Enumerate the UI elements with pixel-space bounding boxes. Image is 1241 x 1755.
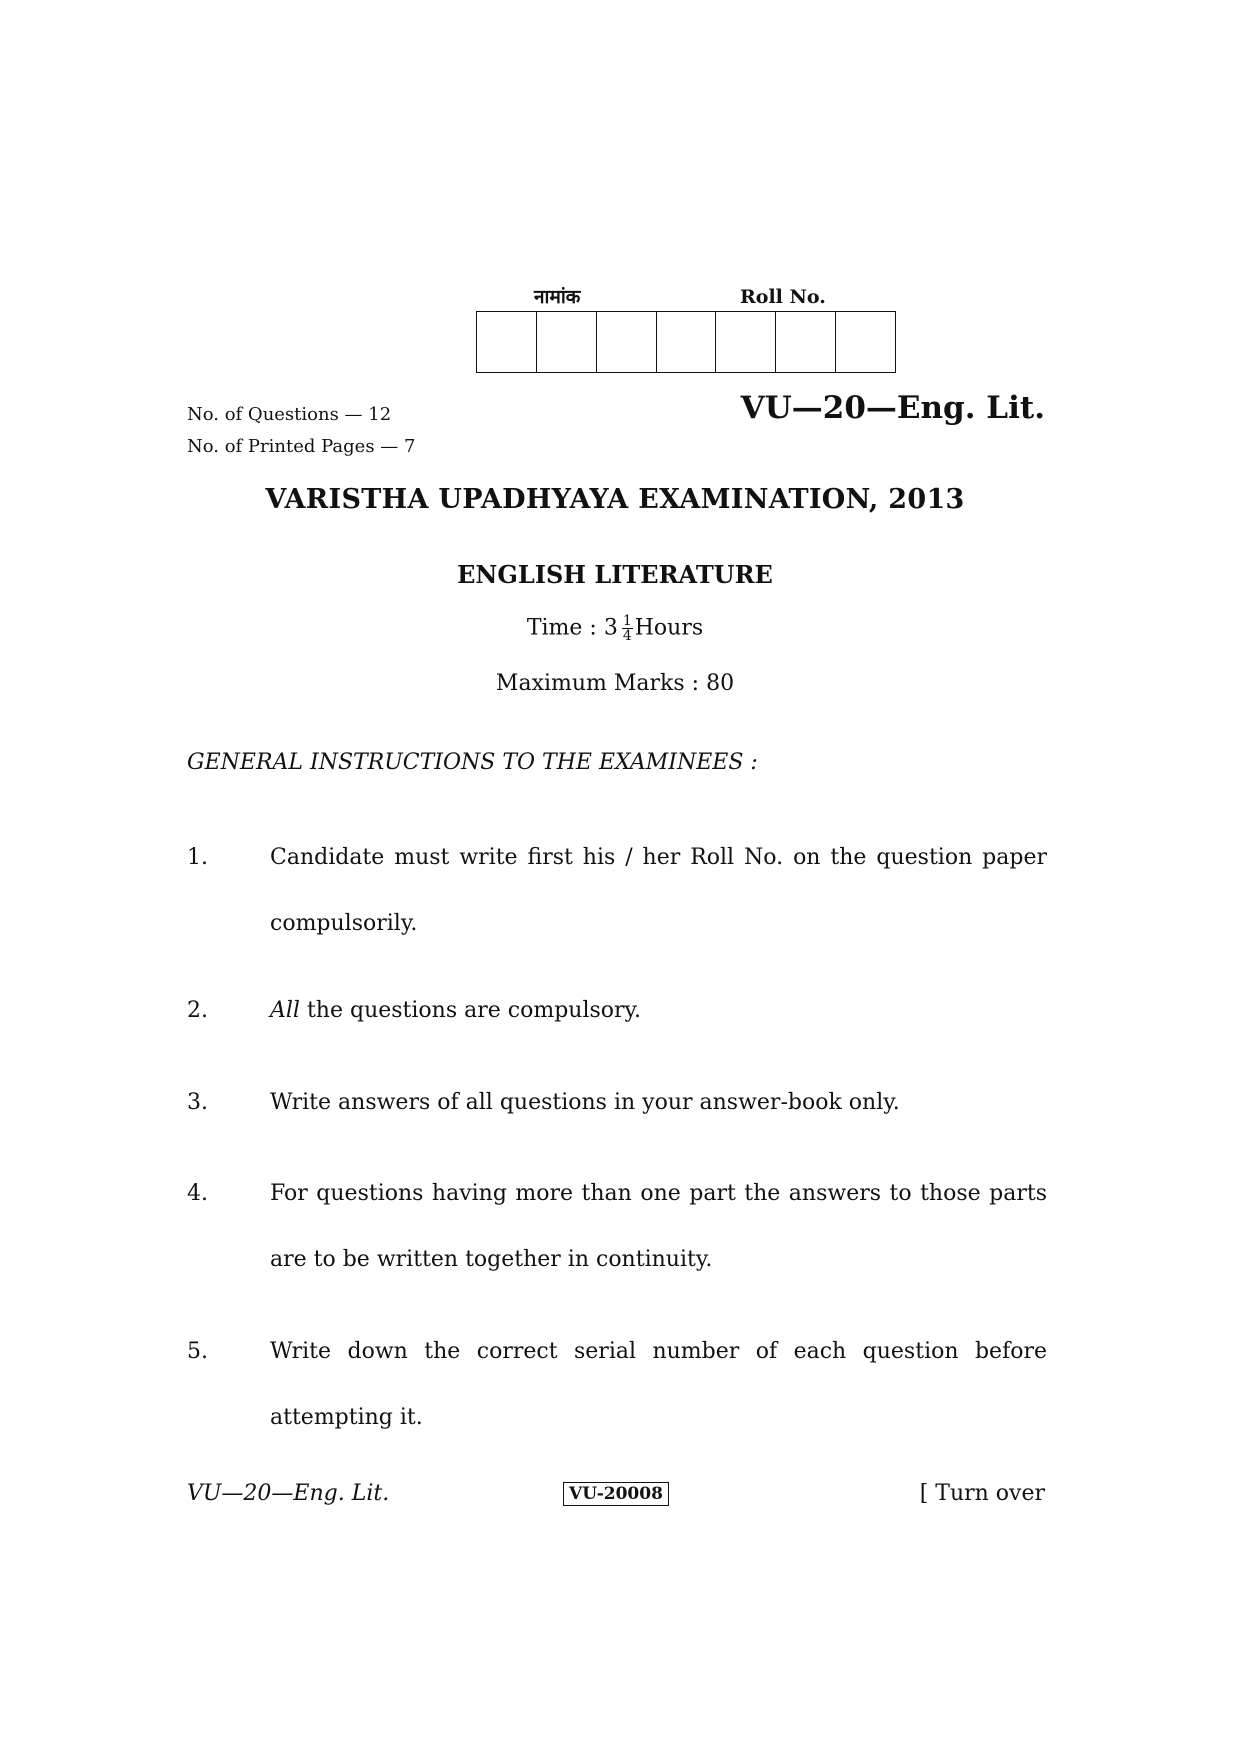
roll-label-hindi: नामांक — [534, 286, 581, 308]
time-line — [0, 614, 1230, 643]
no-of-printed-pages: No. of Printed Pages — 7 — [187, 436, 416, 457]
instruction-number: 5. — [187, 1339, 208, 1364]
roll-digit-box[interactable] — [776, 312, 836, 372]
instruction-text-rest: the questions are compulsory. — [299, 998, 642, 1023]
subject-title: ENGLISH LITERATURE — [457, 560, 773, 589]
roll-number-boxes — [476, 311, 896, 373]
no-of-questions: No. of Questions — 12 — [187, 404, 392, 425]
instructions-heading: GENERAL INSTRUCTIONS TO THE EXAMINEES : — [187, 750, 758, 775]
instruction-item — [187, 825, 1047, 957]
instruction-text — [270, 978, 1047, 1044]
time-label: Time : 3 — [526, 615, 618, 641]
maximum-marks: Maximum Marks : 80 — [495, 671, 735, 696]
exam-title: VARISTHA UPADHYAYA EXAMINATION, 2013 — [265, 484, 965, 515]
instruction-number: 4. — [187, 1181, 208, 1206]
roll-digit-box[interactable] — [537, 312, 597, 372]
instruction-text: Write down the correct serial number of each question before attempting it. — [270, 1339, 1047, 1430]
instruction-item — [187, 1161, 1047, 1293]
roll-label-english: Roll No. — [740, 286, 826, 308]
turn-over-label: [ Turn over — [919, 1481, 1045, 1506]
instruction-number: 1. — [187, 845, 208, 870]
roll-digit-box[interactable] — [477, 312, 537, 372]
instruction-item — [187, 1070, 1047, 1136]
roll-digit-box[interactable] — [716, 312, 776, 372]
instruction-item — [187, 978, 1047, 1044]
footer-serial-code: VU-20008 — [563, 1482, 669, 1506]
instruction-number: 3. — [187, 1090, 208, 1115]
time-fraction — [622, 614, 633, 643]
fraction-denominator: 4 — [622, 628, 632, 644]
instruction-number: 2. — [187, 998, 208, 1023]
instruction-text: Write answers of all questions in your answer-book only. — [270, 1090, 900, 1115]
footer-paper-code: VU—20—Eng. Lit. — [187, 1481, 390, 1506]
roll-digit-box[interactable] — [657, 312, 717, 372]
roll-digit-box[interactable] — [836, 312, 895, 372]
instruction-item — [187, 1319, 1047, 1451]
instruction-text: For questions having more than one part the answers to those parts are to be written together in continuity. — [270, 1181, 1047, 1272]
paper-code: VU—20—Eng. Lit. — [740, 390, 1045, 426]
fraction-numerator: 1 — [622, 613, 632, 629]
roll-digit-box[interactable] — [597, 312, 657, 372]
time-unit: Hours — [634, 615, 704, 641]
instruction-emphasis: All — [270, 998, 300, 1023]
instruction-text: Candidate must write first his / her Roll No. on the question paper compulsorily. — [270, 845, 1047, 936]
